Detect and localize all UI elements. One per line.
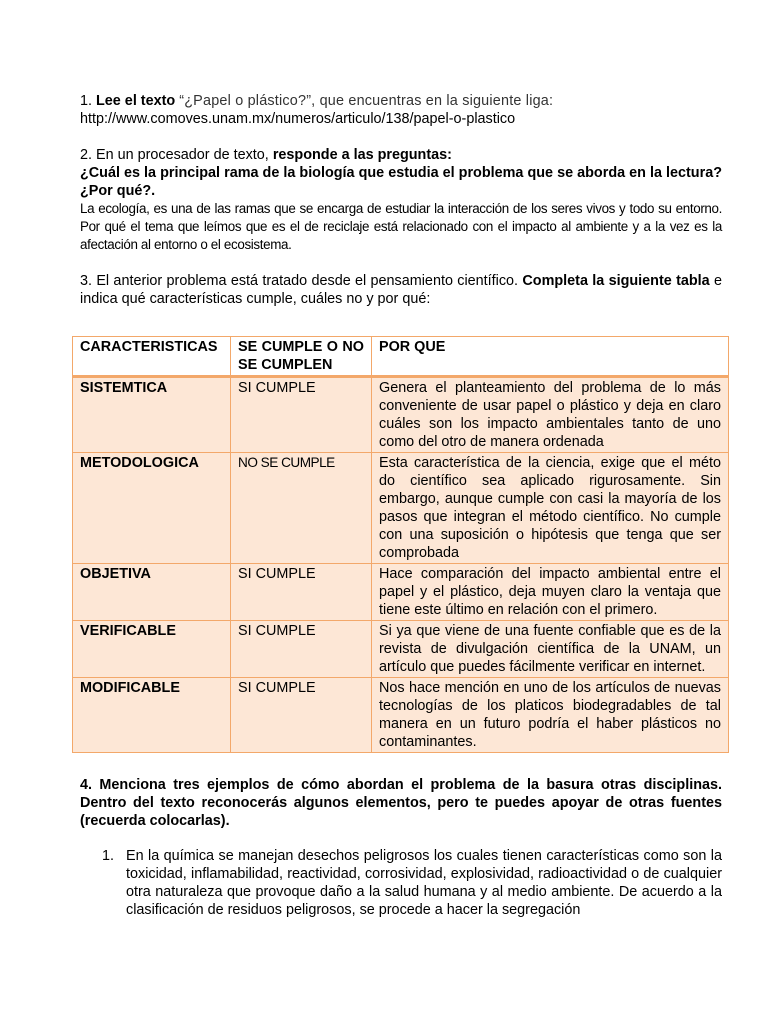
header-caracteristicas: CARACTERISTICAS — [73, 337, 231, 377]
table-row — [73, 377, 729, 453]
table-row — [73, 453, 729, 564]
item-3-prefix: 3. El anterior problema está tratado desde el pensamiento científico. — [80, 273, 519, 289]
row-cumple: NO SE CUMPLE — [231, 453, 372, 564]
item-4-section — [80, 776, 722, 830]
numbered-list — [102, 847, 722, 919]
header-se-cumple: SE CUMPLE O NO SE CUMPLEN — [231, 337, 372, 377]
characteristics-table — [72, 336, 729, 753]
row-caracteristica: SISTEMTICA — [73, 377, 231, 453]
row-porque: Esta característica de la ciencia, exige que el méto do científico sea aplicado rigurosamente. Sin embargo, aunque cumple con casi la mayoría de los pasos que integran el método científico. No cumple con una suposición o hipótesis que tenga que ser comprobada — [372, 453, 729, 564]
row-porque: Nos hace mención en uno de los artículos de nuevas tecnologías de los platicos biodegradables de tal manera en un futuro podría el haber plásticos no contaminantes. — [372, 678, 729, 753]
row-porque: Si ya que viene de una fuente confiable que es de la revista de divulgación científica de la UNAM, un artículo que puedes fácilmente verificar en internet. — [372, 621, 729, 678]
item-2-answer: La ecología, es una de las ramas que se encarga de estudiar la interacción de los seres vivos y todo su entorno. Por qué el tema que leímos que es el de reciclaje está relacionado con el impacto al ambiente y a la vez es la afectación al entorno o el ecosistema. — [80, 201, 722, 252]
row-caracteristica: OBJETIVA — [73, 564, 231, 621]
item-2-line — [80, 146, 722, 164]
item-1-rest: “¿Papel o plástico?”, que encuentras en la siguiente liga: — [179, 93, 554, 109]
item-1-url[interactable]: http://www.comoves.unam.mx/numeros/articulo/138/papel-o-plastico — [80, 111, 516, 127]
row-porque: Genera el planteamiento del problema de lo más conveniente de usar papel o plástico y deja en claro cuáles son los impacto ambientales tanto de uno como del otro de manera ordenada — [372, 377, 729, 453]
row-cumple: SI CUMPLE — [231, 377, 372, 453]
item-3-bold: Completa la siguiente tabla — [522, 273, 710, 289]
item-2-bold: responde a las preguntas: — [272, 147, 452, 163]
item-1-line — [80, 92, 722, 110]
table-row — [73, 678, 729, 753]
table-row — [73, 621, 729, 678]
table-header-row — [73, 337, 729, 377]
row-cumple: SI CUMPLE — [231, 621, 372, 678]
table-row — [73, 564, 729, 621]
item-4-heading — [80, 776, 722, 830]
question-text: ¿Cuál es la principal rama de la biología que estudia el problema que se aborda en la lectura? ¿Por qué?. — [80, 165, 722, 199]
row-caracteristica: METODOLOGICA — [73, 453, 231, 564]
document-body — [80, 92, 722, 308]
row-porque: Hace comparación del impacto ambiental entre el papel y el plástico, deja muyen claro la ventaja que tiene este último en relación con el primero. — [372, 564, 729, 621]
row-caracteristica: VERIFICABLE — [73, 621, 231, 678]
header-por-que: POR QUE — [372, 337, 729, 377]
list-item: En la química se manejan desechos peligrosos los cuales tienen características como son la toxicidad, inflamabilidad, reactividad, corrosividad, explosividad, radioactividad o de cualquier otra naturaleza que provoque daño a la salud humana y al medio ambiente. De acuerdo a la clasificación de residuos peligrosos, se procede a hacer la segregación — [126, 848, 722, 918]
item-1-lead: Lee el texto — [96, 93, 176, 109]
item-3-line — [80, 272, 722, 308]
item-3-suffix: e indica qué características cumple, cuáles no y por qué: — [80, 273, 723, 307]
item-2-question — [80, 164, 722, 200]
item-4-heading-text: 4. Menciona tres ejemplos de cómo abordan el problema de la basura otras disciplinas. Dentro del texto reconocerás algunos elementos, pero te puedes apoyar de otras fuentes (recuerda colocarlas). — [80, 777, 722, 829]
row-cumple: SI CUMPLE — [231, 678, 372, 753]
item-2-prefix: 2. En un procesador de texto, — [80, 147, 269, 163]
list-item-number: 1. — [102, 848, 115, 864]
row-cumple: SI CUMPLE — [231, 564, 372, 621]
row-caracteristica: MODIFICABLE — [73, 678, 231, 753]
item-1-number: 1. — [80, 93, 93, 109]
